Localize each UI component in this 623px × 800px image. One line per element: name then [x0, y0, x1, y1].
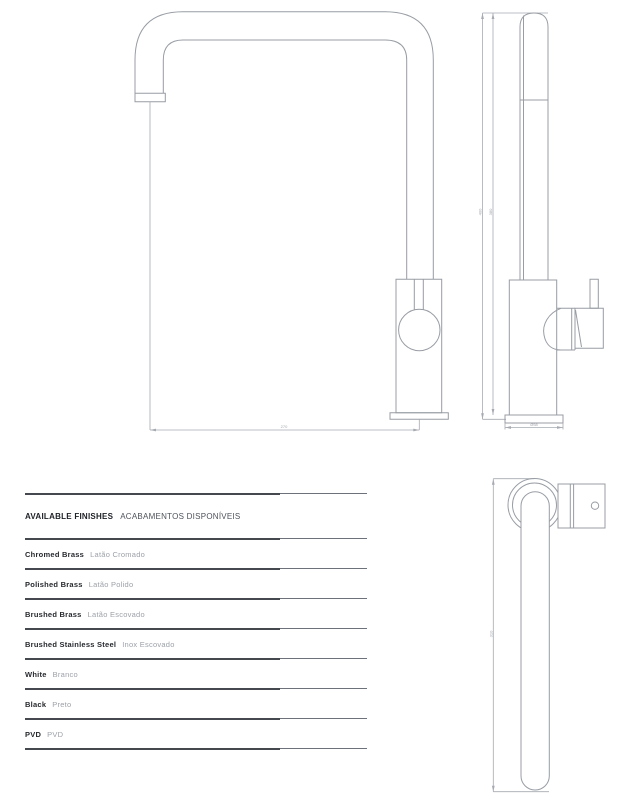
top-handle-block: [558, 484, 605, 528]
finishes-table: [25, 493, 367, 750]
finishes-header-pt: ACABAMENTOS DISPONÍVEIS: [120, 512, 241, 521]
top-handle-assembly: [558, 484, 605, 528]
front-spout-outer: [135, 12, 433, 280]
front-view-drawing: [130, 5, 465, 440]
finish-row-chromed-brass: Chromed Brass Latão Cromado: [25, 549, 146, 559]
side-height-inner-label: 380: [488, 208, 493, 216]
side-spout-tube: [520, 13, 548, 280]
finishes-header-row: [25, 495, 367, 538]
front-base: [390, 413, 448, 420]
finish-row-brushed-brass: Brushed Brass Latão Escovado: [25, 609, 145, 619]
front-handle-knob: [399, 309, 440, 350]
front-outlet-tip: [135, 93, 165, 101]
side-handle-mount: [544, 308, 575, 350]
side-handle-block: [575, 308, 603, 348]
top-view-drawing: [485, 470, 615, 800]
finish-row-polished-brass: Polished Brass Latão Polido: [25, 579, 134, 589]
side-dimension-height-total: [478, 13, 484, 419]
top-dimension-length: [488, 479, 494, 792]
finish-row-black: Black Preto: [25, 699, 72, 709]
side-body: [509, 280, 556, 415]
finish-row-pvd: PVD PVD: [25, 729, 64, 739]
front-spout-inner: [163, 40, 406, 279]
front-dimension-reach: [150, 102, 419, 432]
side-dimension-height-inner: [488, 13, 494, 415]
side-base-label: Ø58: [530, 422, 538, 427]
front-reach-label: 270: [280, 424, 288, 429]
finish-row-white: White Branco: [25, 669, 78, 679]
side-handle-taper: [576, 310, 582, 347]
finish-row-brushed-stainless-steel: Brushed Stainless Steel Inox Escovado: [25, 639, 175, 649]
finishes-header-en: AVAILABLE FINISHES: [25, 512, 114, 521]
side-height-total-label: 400: [477, 208, 483, 216]
table-divider: [25, 748, 367, 750]
top-length-label: 310: [488, 630, 494, 638]
front-stem-lines: [414, 279, 423, 309]
side-lever-rod: [590, 279, 598, 308]
side-view-drawing: [475, 5, 623, 440]
top-spout-capsule: [521, 492, 549, 790]
